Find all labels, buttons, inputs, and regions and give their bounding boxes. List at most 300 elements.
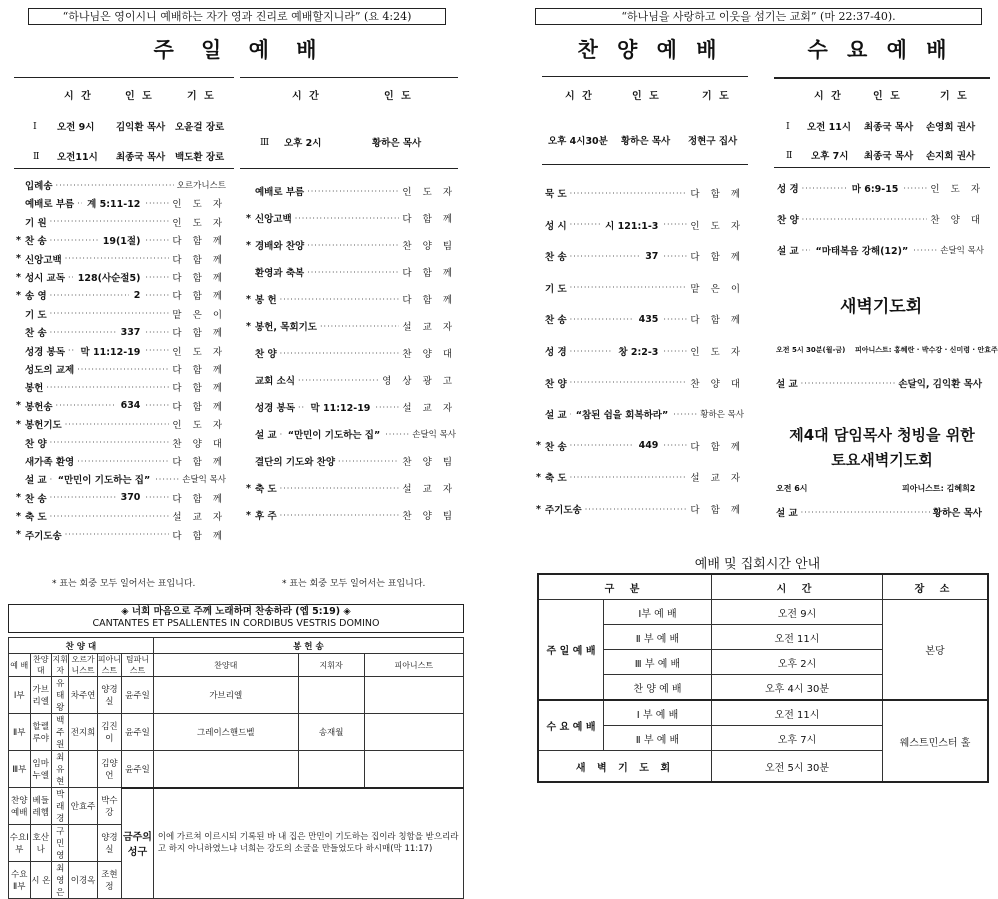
- standing-note-2: * 표는 회중 모두 일어서는 표입니다.: [282, 579, 426, 589]
- choir-cell: [298, 751, 364, 788]
- choir-col-header: 피아니스트: [364, 654, 463, 677]
- order-item-name: 찬 양: [545, 378, 567, 390]
- order-item-leader: 찬 양 팀: [402, 511, 456, 522]
- order-item-leader: 다 함 께: [172, 254, 226, 266]
- saturday-title-line1: 제4대 담임목사 청빙을 위한: [789, 426, 975, 444]
- order-item: [246, 292, 456, 306]
- choir-table-head-offering: 봉 헌 송: [153, 638, 463, 654]
- order-item-name: 성경 봉독: [255, 403, 296, 414]
- choir-cell: 가브리엘: [153, 677, 298, 714]
- order-item-name: 후 주: [255, 511, 277, 522]
- order-item-name: 환영과 축복: [255, 268, 305, 279]
- standing-marker: *: [16, 492, 21, 504]
- order-item: [536, 470, 744, 484]
- order-item: [16, 436, 226, 450]
- order-item: [246, 373, 456, 387]
- dawn-prayer-title: 새벽기도회: [840, 297, 923, 317]
- order-item-leader: 찬 양 대: [690, 378, 744, 390]
- schedule-wed-1-time: 오전 11시: [712, 700, 883, 726]
- praise-session-time: 오후 4시30분: [548, 136, 608, 147]
- schedule-dawn-name: 새 벽 기 도 회: [538, 751, 712, 783]
- order-item: [16, 399, 226, 413]
- standing-marker: *: [246, 482, 251, 494]
- order-item-leader: 인 도 자: [172, 346, 226, 358]
- order-item: [536, 186, 744, 200]
- standing-marker: *: [16, 289, 21, 301]
- choir-banner: [8, 604, 464, 633]
- standing-marker: *: [16, 253, 21, 265]
- session-1-no: Ⅰ: [33, 121, 37, 132]
- order-item-name: 송 영: [25, 291, 47, 303]
- order-item-name: 기 도: [25, 309, 47, 321]
- order-item-leader: 다 함 께: [172, 493, 226, 505]
- saturday-preacher: 황하은 목사: [932, 508, 982, 519]
- choir-cell: [153, 751, 298, 788]
- order-item: [16, 325, 226, 339]
- order-item: [536, 249, 744, 263]
- order-item-detail: “마태복음 강해(12)”: [815, 246, 909, 257]
- choir-row: [9, 788, 464, 825]
- choir-cell: Ⅰ부: [9, 677, 31, 714]
- order-item: [16, 233, 226, 247]
- standing-marker: *: [246, 509, 251, 521]
- schedule-wed-2-name: Ⅱ 부 예 배: [604, 726, 712, 751]
- order-item: [16, 270, 226, 284]
- order-item-name: 성시 교독: [25, 273, 66, 284]
- order-item-detail: 449: [638, 440, 659, 452]
- order-item: [16, 178, 226, 192]
- order-item-leader: 인 도 자: [172, 420, 226, 432]
- choir-cell: 윤주일: [122, 751, 154, 788]
- order-item-detail: 막 11:12-19: [310, 403, 371, 414]
- order-item-leader: 다 함 께: [690, 189, 744, 200]
- col1-head-leader: 인 도: [125, 91, 154, 102]
- order-item-leader: 설 교 자: [172, 512, 226, 524]
- choir-row: [9, 714, 464, 751]
- order-item: [16, 362, 226, 376]
- col2-head-time: 시 간: [292, 91, 321, 102]
- standing-marker: *: [16, 271, 21, 283]
- order-item-name: 찬 송: [545, 252, 567, 264]
- order-item: [536, 502, 744, 516]
- choir-banner-line1: ◈ 너희 마음으로 주께 노래하며 찬송하라 (엡 5:19) ◈: [121, 606, 351, 617]
- order-item-detail: 창 2:2-3: [618, 347, 659, 358]
- order-item-detail: “만민이 기도하는 집”: [57, 475, 151, 487]
- choir-cell: 윤주일: [122, 677, 154, 714]
- standing-marker: *: [16, 529, 21, 541]
- order-item: [536, 218, 744, 232]
- order-item-name: 찬 송: [25, 493, 47, 505]
- order-item-leader: 맡 은 이: [172, 309, 226, 321]
- order-item-name: 설 교: [545, 410, 567, 422]
- order-item-name: 축 도: [25, 512, 47, 524]
- order-item-name: 성경 봉독: [25, 346, 66, 358]
- standing-marker: *: [246, 293, 251, 305]
- choir-cell: [69, 751, 97, 788]
- order-item-leader: 인 도 자: [172, 217, 226, 229]
- praise-head-prayer: 기 도: [702, 91, 731, 102]
- order-item: [16, 252, 226, 266]
- order-item-name: 찬 송: [545, 315, 567, 327]
- order-item-leader: 오르가니스트: [176, 181, 226, 191]
- choir-cell: [364, 677, 463, 714]
- saturday-time: 오전 6시: [776, 484, 808, 493]
- order-item-name: 찬 양: [777, 215, 799, 226]
- order-item-name: 찬 양: [255, 349, 277, 360]
- order-item-detail: 시 121:1-3: [605, 220, 659, 232]
- schedule-title: 예배 및 집회시간 안내: [694, 557, 821, 572]
- order-item: [16, 528, 226, 542]
- order-item: [16, 196, 226, 210]
- wed-session-1-prayer: 손영희 권사: [926, 122, 976, 133]
- choir-col-header: 지휘자: [298, 654, 364, 677]
- choir-banner-line2: CANTANTES ET PSALLENTES IN CORDIBUS VESTRIS DOMINO: [92, 618, 380, 629]
- golden-verse-label: 금주의 성구: [122, 788, 154, 899]
- saturday-preach-row: [776, 505, 982, 519]
- schedule-table: [537, 573, 989, 783]
- choir-cell: 양경실: [97, 677, 121, 714]
- order-item-detail: 계 5:11-12: [87, 199, 141, 211]
- order-item-name: 기 원: [25, 217, 47, 229]
- order-item-name: 새가족 환영: [25, 457, 75, 468]
- session-1-leader: 김익환 목사: [116, 122, 166, 133]
- order-item-leader: 맡 은 이: [690, 283, 744, 295]
- order-item-name: 찬 송: [545, 441, 567, 453]
- order-item-leader: 다 함 께: [172, 530, 226, 542]
- schedule-sunday-1-time: 오전 9시: [712, 600, 883, 625]
- session-3-leader: 황하은 목사: [372, 138, 422, 149]
- order-item-leader: 다 함 께: [172, 328, 226, 340]
- order-item-leader: 설 교 자: [402, 403, 456, 414]
- order-item: [246, 238, 456, 252]
- order-item: [536, 407, 744, 421]
- schedule-wed-2-time: 오후 7시: [712, 726, 883, 751]
- standing-marker: *: [16, 400, 21, 412]
- order-item: [536, 344, 744, 358]
- order-item: [16, 307, 226, 321]
- choir-cell: 임마누엘: [30, 751, 52, 788]
- order-item-name: 성도의 교제: [25, 365, 75, 376]
- order-item-leader: 찬 양 대: [172, 438, 226, 450]
- standing-marker: *: [536, 471, 541, 483]
- order-item-leader: 다 함 께: [172, 273, 226, 284]
- choir-cell: 김진이: [97, 714, 121, 751]
- choir-col-header: 찬양대: [30, 654, 52, 677]
- praise-head-leader: 인 도: [632, 91, 661, 102]
- order-item-leader: 손달익 목사: [940, 246, 984, 256]
- order-item: [16, 491, 226, 505]
- wed-session-2-time: 오후 7시: [811, 151, 849, 162]
- choir-cell: 유태왕: [52, 677, 69, 714]
- choir-col-header: 찬양대: [153, 654, 298, 677]
- order-item: [246, 400, 456, 414]
- choir-cell: 할렐루야: [30, 714, 52, 751]
- choir-cell: 송재월: [298, 714, 364, 751]
- choir-cell: [298, 677, 364, 714]
- order-item-name: 설 교: [777, 246, 799, 257]
- order-item-leader: 다 함 께: [172, 365, 226, 376]
- order-item: [536, 281, 744, 295]
- choir-cell: 호산나: [30, 825, 52, 862]
- order-item-leader: 찬 양 팀: [402, 241, 456, 252]
- order-item: [246, 481, 456, 495]
- order-item-leader: 설 교 자: [690, 473, 744, 485]
- order-item-leader: 다 함 께: [172, 291, 226, 303]
- schedule-wed-1-name: Ⅰ 부 예 배: [604, 700, 712, 726]
- choir-cell: 조현정: [97, 862, 121, 899]
- choir-col-header: 피아니스트: [97, 655, 121, 675]
- order-item-name: 설 교: [255, 430, 277, 441]
- session-3-time: 오후 2시: [284, 138, 322, 149]
- order-item-detail: 128(사순절5): [77, 273, 141, 284]
- standing-marker: *: [536, 503, 541, 515]
- schedule-sunday-2-time: 오전 11시: [712, 625, 883, 650]
- dawn-preach-row: [776, 376, 982, 390]
- order-item-leader: 설 교 자: [402, 484, 456, 495]
- order-item: [768, 212, 984, 226]
- left-banner: “하나님은 영이시니 예배하는 자가 영과 진리로 예배할지니라” (요 4:24): [28, 8, 446, 25]
- choir-cell: 최영은: [52, 862, 69, 899]
- order-item: [16, 454, 226, 468]
- order-item-name: 봉헌: [25, 383, 44, 395]
- wed-head-time: 시 간: [814, 91, 843, 102]
- choir-cell: 윤주일: [122, 714, 154, 751]
- wed-session-1-no: Ⅰ: [786, 121, 790, 132]
- saturday-pianist: 피아니스트: 김혜희2: [902, 484, 976, 493]
- order-item-leader: 다 함 께: [690, 505, 744, 516]
- order-item-leader: 손달익 목사: [412, 430, 456, 440]
- order-item: [246, 319, 456, 333]
- session-1-time: 오전 9시: [57, 122, 95, 133]
- session-2-leader: 최종국 목사: [116, 152, 166, 163]
- schedule-sunday-3-time: 오후 2시: [712, 650, 883, 675]
- praise-head-time: 시 간: [565, 91, 594, 102]
- choir-cell: 전지희: [69, 714, 97, 751]
- order-item-name: 주기도송: [25, 530, 62, 542]
- wed-session-2-prayer: 손지희 권사: [926, 151, 976, 162]
- col1-head-time: 시 간: [64, 91, 93, 102]
- order-item: [246, 427, 456, 441]
- order-item-name: 기 도: [545, 283, 567, 295]
- order-item-name: 예배로 부름: [25, 199, 75, 211]
- order-item-leader: 다 함 께: [172, 236, 226, 248]
- schedule-sunday-3-name: Ⅲ 부 예 배: [604, 650, 712, 675]
- choir-cell: 그레이스핸드벨: [153, 714, 298, 751]
- schedule-sunday-label: 주 일 예 배: [538, 600, 604, 701]
- col2-head-leader: 인 도: [384, 91, 413, 102]
- order-item-name: 주기도송: [545, 505, 582, 516]
- order-item-leader: 찬 양 대: [402, 349, 456, 360]
- standing-note-1: * 표는 회중 모두 일어서는 표입니다.: [52, 579, 196, 589]
- order-item-leader: 다 함 께: [402, 295, 456, 306]
- order-item: [536, 376, 744, 390]
- order-item: [16, 509, 226, 523]
- order-item-name: 교회 소식: [255, 376, 296, 387]
- order-item: [16, 344, 226, 358]
- session-3-no: Ⅲ: [260, 137, 270, 148]
- order-item-detail: 370: [120, 492, 141, 504]
- choir-cell: 찬양예배: [9, 788, 31, 825]
- order-item-leader: 인 도 자: [172, 199, 226, 211]
- order-item-leader: 다 함 께: [402, 214, 456, 225]
- order-item-name: 예배로 부름: [255, 187, 305, 198]
- standing-marker: *: [246, 239, 251, 251]
- order-item-name: 찬 양: [25, 438, 47, 450]
- right-banner: “하나님을 사랑하고 이웃을 섬기는 교회” (마 22:37-40).: [535, 8, 982, 25]
- order-item-name: 찬 송: [25, 236, 47, 248]
- order-item-name: 설 교: [25, 475, 47, 487]
- order-item: [246, 265, 456, 279]
- choir-cell: 수요Ⅱ부: [9, 862, 31, 899]
- choir-cell: 박수강: [97, 788, 121, 825]
- choir-row: [9, 677, 464, 714]
- order-item-name: 축 도: [255, 484, 277, 495]
- order-item-leader: 찬 양 팀: [402, 457, 456, 468]
- schedule-head-category: 구 분: [538, 574, 712, 600]
- order-item: [768, 243, 984, 257]
- standing-marker: *: [536, 440, 541, 452]
- choir-cell: 시 온: [30, 862, 52, 899]
- order-item-name: 성 경: [545, 347, 567, 358]
- schedule-head-place: 장 소: [883, 574, 989, 600]
- choir-row: [9, 751, 464, 788]
- choir-table-head-choir: 찬 양 대: [9, 638, 154, 654]
- choir-cell: [364, 751, 463, 788]
- choir-cell: 김양언: [97, 751, 121, 788]
- order-item-detail: 2: [133, 289, 141, 301]
- saturday-title-line2: 토요새벽기도회: [831, 451, 933, 469]
- col1-head-prayer: 기 도: [187, 91, 216, 102]
- order-item: [768, 181, 984, 195]
- dawn-time: 오전 5시 30분(월-금): [776, 346, 846, 354]
- choir-cell: 최유현: [52, 751, 69, 788]
- choir-col-header: 지휘자: [52, 655, 68, 675]
- choir-cell: 이경옥: [69, 862, 97, 899]
- schedule-sunday-2-name: Ⅱ 부 예 배: [604, 625, 712, 650]
- order-item-leader: 인 도 자: [690, 220, 744, 232]
- order-item-name: 봉헌송: [25, 401, 53, 413]
- wed-head-prayer: 기 도: [940, 91, 969, 102]
- order-item-leader: 인 도 자: [930, 184, 984, 195]
- choir-col-header: 팀파니스트: [122, 654, 154, 677]
- order-item-detail: 435: [638, 313, 659, 325]
- order-item: [246, 454, 456, 468]
- order-item-detail: 마 6:9-15: [851, 184, 899, 195]
- schedule-wed-label: 수 요 예 배: [538, 700, 604, 751]
- standing-marker: *: [16, 234, 21, 246]
- choir-cell: 백주원: [52, 714, 69, 751]
- standing-marker: *: [246, 212, 251, 224]
- choir-cell: 차주연: [69, 677, 97, 714]
- order-item-name: 축 도: [545, 473, 567, 485]
- order-item-leader: 영 상 광 고: [382, 376, 456, 387]
- golden-verse: 이에 가르쳐 이르시되 기록된 바 내 집은 만민이 기도하는 집이라 칭함을 받으리라고 하지 아니하였느냐 너희는 강도의 소굴을 만들었도다 하시매(막 11:17): [153, 788, 463, 899]
- order-item-leader: 황하은 목사: [700, 410, 744, 421]
- wed-head-leader: 인 도: [873, 91, 902, 102]
- order-item-detail: 337: [120, 326, 141, 338]
- order-item-detail: 634: [120, 400, 141, 412]
- order-item-name: 묵 도: [545, 189, 567, 200]
- order-item-name: 찬 송: [25, 328, 47, 340]
- order-item: [536, 439, 744, 453]
- order-item: [16, 380, 226, 394]
- wed-session-2-leader: 최종국 목사: [864, 151, 914, 162]
- order-item-name: 성 경: [777, 184, 799, 195]
- choir-cell: [69, 825, 97, 862]
- wednesday-worship-title: 수 요 예 배: [807, 38, 953, 62]
- order-item-leader: 다 함 께: [690, 252, 744, 264]
- order-item-leader: 다 함 께: [172, 401, 226, 413]
- session-2-no: Ⅱ: [33, 151, 40, 162]
- order-item-name: 신앙고백: [255, 214, 292, 225]
- order-item-name: 성 시: [545, 220, 567, 232]
- order-item-name: 봉헌기도: [25, 420, 62, 432]
- choir-cell: 구민영: [52, 825, 69, 862]
- order-item-detail: “참된 쉼을 회복하라”: [575, 410, 669, 422]
- choir-cell: 수요Ⅰ부: [9, 825, 31, 862]
- order-item-detail: 막 11:12-19: [80, 346, 141, 358]
- saturday-preach-label: 설 교: [776, 508, 798, 519]
- dawn-pianist: 피아니스트: 홍혜란 · 박수강 · 신미령 · 안효주: [855, 346, 998, 354]
- order-item-detail: 37: [645, 250, 659, 262]
- praise-session-prayer: 정현구 집사: [688, 136, 738, 147]
- choir-cell: Ⅱ부: [9, 714, 31, 751]
- session-1-prayer: 오윤걸 장로: [175, 122, 225, 133]
- order-item: [16, 417, 226, 431]
- schedule-head-time: 시 간: [712, 574, 883, 600]
- choir-cell: [364, 714, 463, 751]
- schedule-sunday-1-name: Ⅰ부 예 배: [604, 600, 712, 625]
- choir-cell: 양경실: [97, 825, 121, 862]
- schedule-sunday-4-time: 오후 4시 30분: [712, 675, 883, 701]
- order-item: [246, 184, 456, 198]
- order-item: [246, 508, 456, 522]
- choir-col-header: 예 배: [9, 654, 31, 677]
- choir-cell: Ⅲ부: [9, 751, 31, 788]
- session-2-time: 오전11시: [57, 152, 98, 163]
- order-item: [16, 215, 226, 229]
- order-item-name: 입례송: [25, 181, 53, 192]
- order-item-leader: 다 함 께: [690, 315, 744, 327]
- wed-session-1-leader: 최종국 목사: [864, 122, 914, 133]
- choir-cell: 안효주: [69, 788, 97, 825]
- choir-cell: 박래경: [52, 788, 69, 825]
- schedule-place-main: 본당: [883, 600, 989, 701]
- order-item: [246, 211, 456, 225]
- choir-cell: 베들레헴: [30, 788, 52, 825]
- order-item-name: 신앙고백: [25, 254, 62, 266]
- order-item-leader: 인 도 자: [690, 347, 744, 358]
- schedule-sunday-4-name: 찬 양 예 배: [604, 675, 712, 701]
- standing-marker: *: [246, 320, 251, 332]
- schedule-dawn-time: 오전 5시 30분: [712, 751, 883, 783]
- praise-worship-title: 찬 양 예 배: [577, 38, 723, 62]
- order-item: [16, 288, 226, 302]
- standing-marker: *: [16, 418, 21, 430]
- order-item-detail: 19(1절): [102, 236, 141, 248]
- wed-session-1-time: 오전 11시: [807, 122, 852, 133]
- order-item-leader: 다 함 께: [402, 268, 456, 279]
- order-item-leader: 다 함 께: [172, 383, 226, 395]
- choir-table: [8, 637, 464, 899]
- order-item: [16, 472, 226, 486]
- order-item-leader: 인 도 자: [402, 187, 456, 198]
- order-item-leader: 설 교 자: [402, 322, 456, 333]
- standing-marker: *: [16, 510, 21, 522]
- choir-cell: 가브리엘: [30, 677, 52, 714]
- schedule-place-west: 웨스트민스터 홀: [883, 700, 989, 782]
- session-2-prayer: 백도환 장로: [175, 152, 225, 163]
